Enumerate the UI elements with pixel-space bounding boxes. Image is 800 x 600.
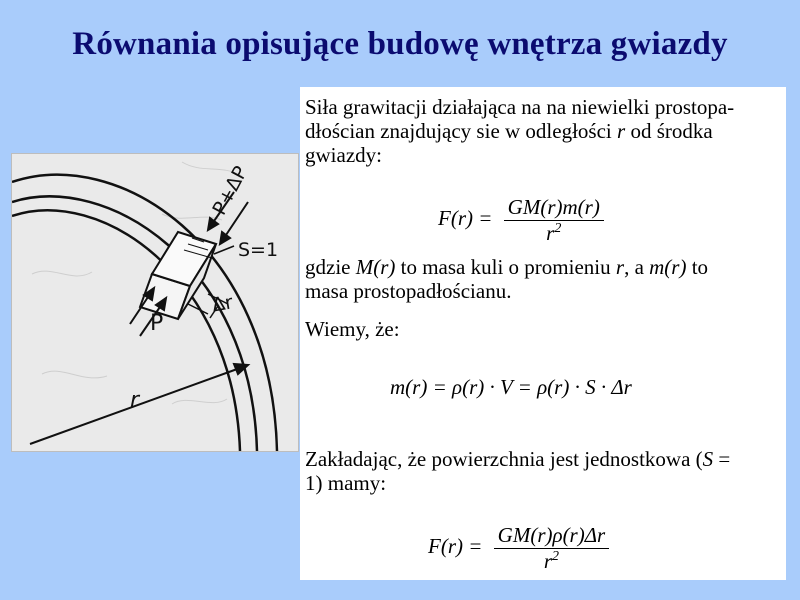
- paragraph-definitions: gdzie M(r) to masa kuli o promieniu r, a m(r) to masa prostopadłościanu.: [305, 255, 709, 303]
- formula-mass: m(r) = ρ(r) · V = ρ(r) · S · Δr: [390, 375, 632, 399]
- star-shell-figure: [11, 153, 299, 452]
- prism-element: [140, 232, 216, 319]
- paragraph-assumption: Zakładając, że powierzchnia jest jednostkowa (S = 1) mamy:: [305, 447, 731, 495]
- slide-title: Równania opisujące budowę wnętrza gwiazdy: [72, 26, 728, 62]
- paragraph-gravity-force: Siła grawitacji działająca na na niewielki prostopa- dłościan znajdujący sie w odległości r od środka gwiazdy:: [305, 95, 735, 167]
- label-area: S=1: [238, 239, 279, 261]
- label-radius: r: [130, 388, 140, 413]
- label-pressure-top: P+ΔP: [208, 162, 253, 219]
- shell-arcs: [12, 175, 277, 451]
- label-pressure: P: [150, 311, 164, 336]
- formula-force: F(r) = $\frac{GM(r)m(r)}{r^2}$: [438, 195, 604, 245]
- text-panel: [300, 87, 786, 580]
- formula-force-final: F(r) = $\frac{GM(r)\rho(r)\Delta r}{r^2}$: [428, 523, 609, 573]
- paragraph-we-know: Wiemy, że:: [305, 317, 400, 341]
- label-delta-r: Δr: [210, 291, 235, 317]
